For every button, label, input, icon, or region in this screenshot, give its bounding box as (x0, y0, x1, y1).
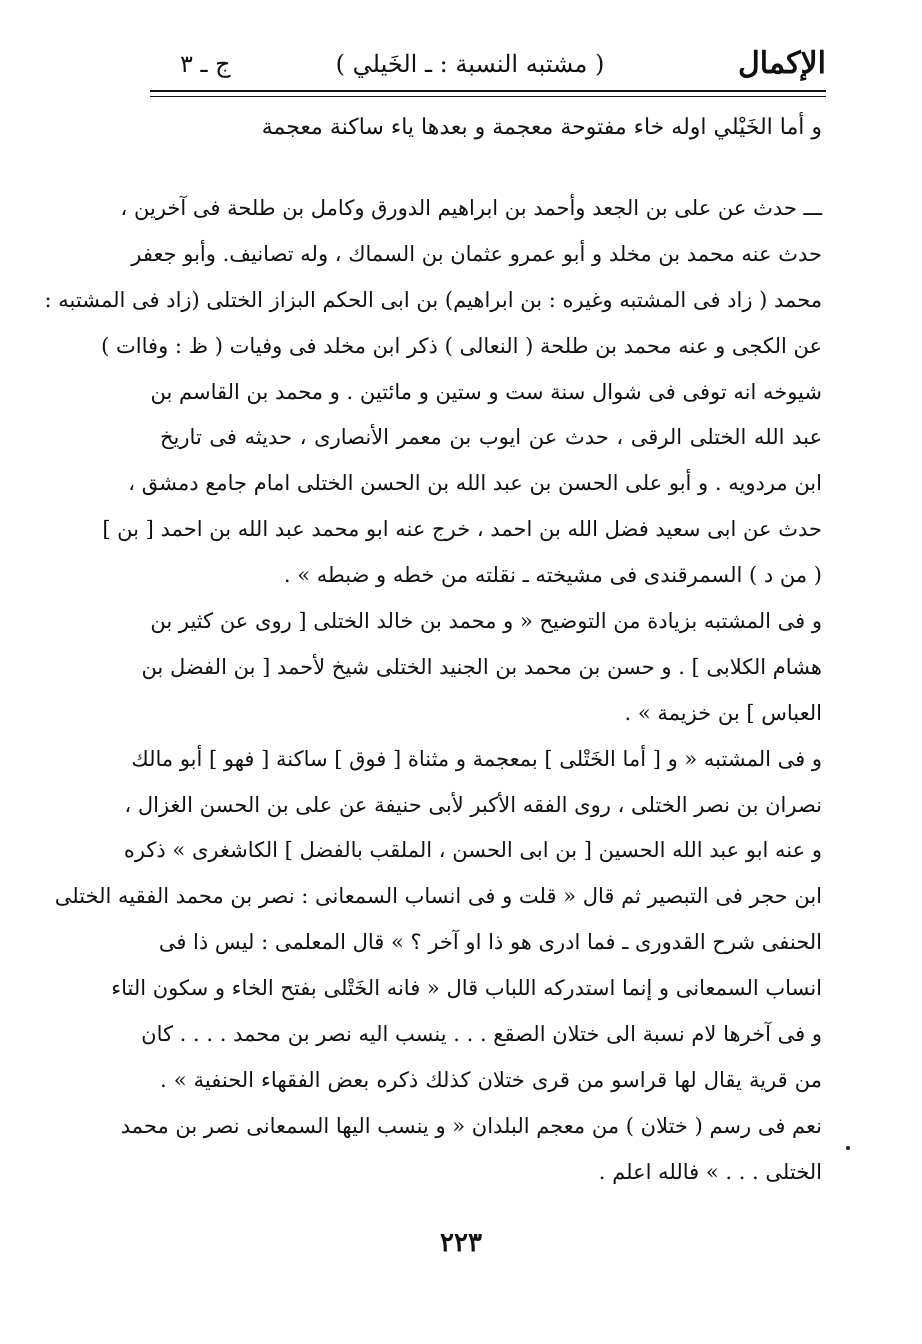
text-line: عن الكجى و عنه محمد بن طلحة ( النعالى ) ذكر ابن مخلد فى وفيات ( ظ : وفاات ) (101, 333, 822, 358)
text-line: من قرية يقال لها قراسو من قرى ختلان كذلك ذكره بعض الفقهاء الحنفية » . (160, 1067, 822, 1092)
running-head-volume: ج ـ ٣ (180, 50, 231, 78)
page-number: ٢٢٣ (440, 1228, 482, 1258)
main-text (44, 186, 822, 1196)
paragraph-2 (141, 599, 822, 737)
header-rule-thick (150, 90, 826, 92)
text-line: الختلى . . . » فالله اعلم . (598, 1159, 822, 1184)
header-rule-thin (150, 96, 826, 97)
text-line: و فى المشتبه « و [ أما الخَتْلى ] بمعجمة و مثناة [ فوق ] ساكنة [ فهو ] أبو مالك (131, 746, 822, 771)
text-line: ( من د ) السمرقندى فى مشيخته ـ نقلته من خطه و ضبطه » . (283, 563, 822, 588)
text-line: و عنه ابو عبد الله الحسين [ بن ابى الحسن ، الملقب بالفضل ] الكاشغرى » ذكره (123, 838, 822, 863)
text-line: نصران بن نصر الختلى ، روى الفقه الأكبر لأبى حنيفة عن على بن الحسن الغزال ، (124, 792, 822, 817)
running-head-section-title: ( مشتبه النسبة : ـ الخَيلي ) (335, 50, 605, 78)
text-line: نعم فى رسم ( ختلان ) من معجم البلدان « و ينسب اليها السمعانى نصر بن محمد (120, 1113, 822, 1138)
intro-line: و أما الخَيْلي اوله خاء مفتوحة معجمة و بعدها ياء ساكنة معجمة (261, 115, 822, 140)
text-line: انساب السمعانى و إنما استدركه اللباب قال « فانه الخَتْلى بفتح الخاء و سكون التاء (111, 976, 822, 1001)
text-line: حدث عنه محمد بن مخلد و أبو عمرو عثمان بن السماك ، وله تصانيف. وأبو جعفر (131, 241, 822, 266)
text-line: ـــ حدث عن على بن الجعد وأحمد بن ابراهيم الدورق وكامل بن طلحة فى آخرين ، (120, 196, 822, 220)
text-line: و فى المشتبه بزيادة من التوضيح « و محمد بن خالد الختلى [ روى عن كثير بن (150, 609, 822, 634)
text-line: ابن مردويه . و أبو على الحسن بن عبد الله بن الحسن الختلى امام جامع دمشق ، (128, 471, 822, 496)
running-head-book-title: الإكمال (737, 46, 826, 81)
text-line: العباس ] بن خزيمة » . (624, 700, 822, 725)
paragraph-1 (44, 186, 822, 599)
text-line: حدث عن ابى سعيد فضل الله بن احمد ، خرج عنه ابو محمد عبد الله بن احمد [ بن ] (102, 517, 822, 542)
text-line: عبد الله الختلى الرقى ، حدث عن ايوب بن معمر الأنصارى ، حديثه فى تاريخ (160, 425, 822, 450)
paragraph-3 (54, 737, 822, 1196)
text-line: هشام الكلابى ] . و حسن بن محمد بن الجنيد الختلى شيخ لأحمد [ بن الفضل بن (141, 654, 822, 679)
text-line: ابن حجر فى التبصير ثم قال « قلت و فى انساب السمعانى : نصر بن محمد الفقيه الختلى (54, 884, 822, 909)
text-line: و فى آخرها لام نسبة الى ختلان الصقع . . . ينسب اليه نصر بن محمد . . . . كان (141, 1022, 822, 1047)
text-line: محمد ( زاد فى المشتبه وغيره : بن ابراهيم) بن ابى الحكم البزاز الختلى (زاد فى المشتبه : (44, 287, 822, 312)
text-line: شيوخه انه توفى فى شوال سنة ست و ستين و مائتين . و محمد بن القاسم بن (150, 379, 822, 404)
text-line: الحنفى شرح القدورى ـ فما ادرى هو ذا او آخر ؟ » قال المعلمى : ليس ذا فى (158, 930, 822, 955)
margin-mark (846, 1146, 850, 1150)
